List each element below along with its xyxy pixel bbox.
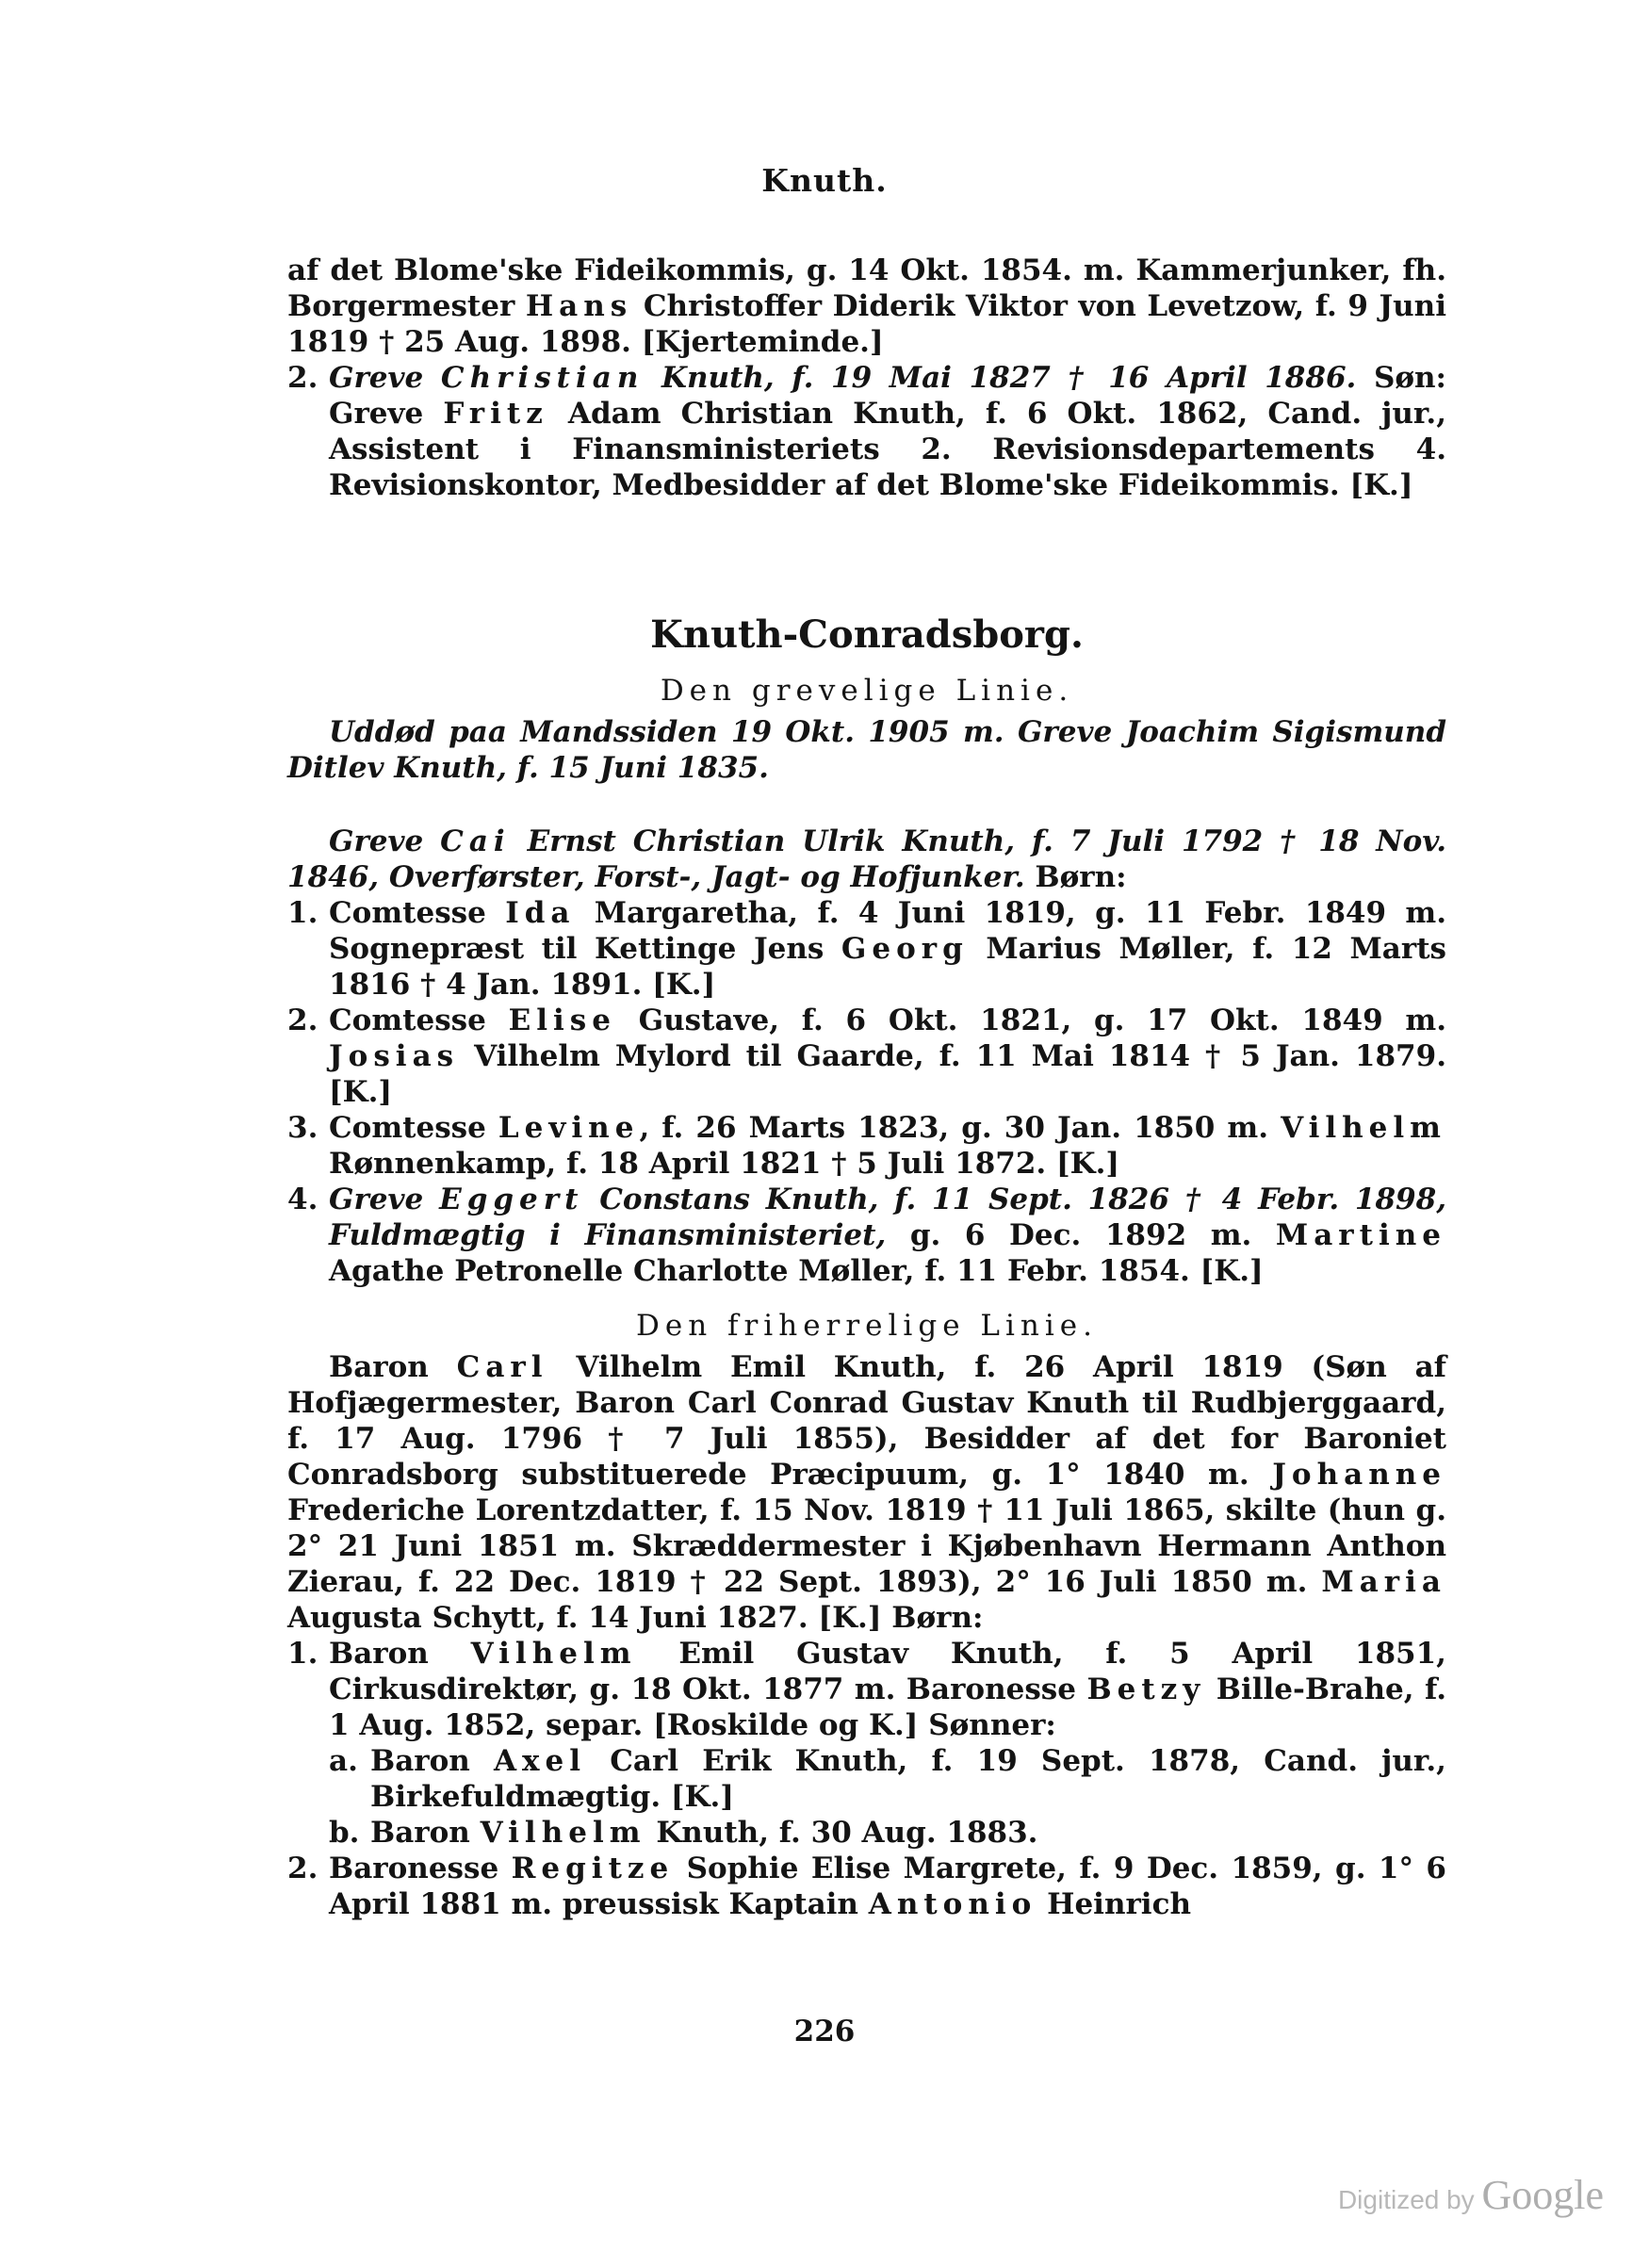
text-run: Frederiche Lorentzdatter, f. 15 Nov. 1819 † 11 Juli 1865, skilte (hun g. 2° 21 Juni 1851 m. Skræddermester i Kjøbenhavn Hermann Anthon Zierau, f. 22 Dec. 1819 † 22 Sept. 1893), 2° 16 Juli 1850 m.: [287, 1493, 1446, 1599]
text-run: Augusta Schytt, f. 14 Juni 1827. [K.] Børn:: [287, 1601, 984, 1635]
text-run: g. 6 Dec. 1892 m.: [886, 1218, 1276, 1252]
spaced-name: Fritz: [443, 397, 548, 431]
text-run: Baronesse: [329, 1852, 512, 1885]
text-run: Bille-Brahe, f. 1 Aug. 1852, separ. [Roskilde og K.] Sønner:: [329, 1672, 1447, 1742]
item-number: 1.: [287, 896, 318, 930]
text-run: Christoffer Diderik Viktor von Levetzow, f. 9 Juni 1819 † 25 Aug. 1898. [Kjerteminde.]: [287, 289, 1446, 359]
text-run: Marius Møller, f. 12 Marts 1816 † 4 Jan. 1891. [K.]: [329, 932, 1446, 1002]
item-number: 2.: [287, 1003, 318, 1037]
baron-child-item-1: [287, 1636, 1446, 1743]
text-run: Baron: [329, 1350, 457, 1384]
spaced-name: Axel: [494, 1744, 587, 1778]
text-run: Vilhelm Emil Knuth, f. 26 April 1819 (Søn af Hofjægermester, Baron Carl Conrad Gustav Knuth til Rudbjerggaard, f. 17 Aug. 1796 † 7 Juli 1855), Besidder af det for Baroniet Conradsborg substituerede Præcipuum, g. 1° 1840 m.: [287, 1350, 1446, 1492]
spaced-name: Vilhelm: [470, 1637, 637, 1671]
item-number: 3.: [287, 1111, 318, 1145]
item-number: 2.: [287, 1852, 318, 1885]
spacer: [287, 786, 1446, 824]
spaced-name: Carl: [456, 1350, 548, 1384]
baron-child-item-2: [287, 1851, 1446, 1922]
watermark-prefix: Digitized by: [1337, 2185, 1475, 2214]
entry-item-2: [287, 360, 1446, 503]
text-run: af det Blome'ske Fideikommis, g. 14 Okt. 1854. m. Kammerjunker, fh. Borgermester: [287, 253, 1446, 323]
item-number: 4.: [287, 1183, 318, 1216]
text-run: Margaretha, f. 4 Juni 1819, g. 11 Febr. 1849 m. Sognepræst til Kettinge Jens: [329, 896, 1446, 966]
subheading-friherrelige: Den friherrelige Linie.: [636, 1309, 1098, 1343]
cai-entry: [287, 824, 1446, 895]
text-run: Rønnenkamp, f. 18 April 1821 † 5 Juli 1872. [K.]: [329, 1147, 1120, 1181]
text-run: Comtesse: [329, 896, 506, 930]
child-item-3: [287, 1110, 1446, 1182]
continued-entries: [287, 253, 1446, 503]
spaced-name: Josias: [329, 1039, 460, 1073]
digitized-watermark: [1338, 2171, 1604, 2219]
child-item-4: [287, 1182, 1446, 1289]
text-run: Vilhelm Mylord til Gaarde, f. 11 Mai 1814 † 5 Jan. 1879. [K.]: [329, 1039, 1446, 1109]
spaced-name: Hans: [525, 289, 633, 323]
text-run: Børn:: [1024, 860, 1127, 894]
italic-run: Greve: [329, 824, 441, 858]
baron-carl-entry: [287, 1349, 1446, 1636]
spaced-name: Maria: [1321, 1565, 1446, 1599]
text-run: Agathe Petronelle Charlotte Møller, f. 11 Febr. 1854. [K.]: [329, 1254, 1264, 1288]
item-number: 2.: [287, 361, 318, 395]
spaced-name: Cai: [440, 824, 511, 858]
text-run: , f. 26 Marts 1823, g. 30 Jan. 1850 m.: [639, 1111, 1282, 1145]
spaced-name: Vilhelm: [1281, 1111, 1446, 1145]
entry-continuation: [287, 253, 1446, 360]
child-item-1: [287, 895, 1446, 1003]
spacer: [287, 1289, 1446, 1308]
spaced-name: Johanne: [1272, 1458, 1446, 1492]
spaced-name: Regitze: [511, 1852, 675, 1885]
italic-run: Knuth, f. 19 Mai 1827 † 16 April 1886.: [644, 361, 1357, 395]
item-number: 1.: [287, 1637, 318, 1671]
text-run: Comtesse: [329, 1003, 509, 1037]
running-head: Knuth.: [761, 162, 888, 199]
spaced-name: Elise: [508, 1003, 616, 1037]
spaced-name: Eggert: [439, 1183, 584, 1216]
item-letter: b.: [329, 1816, 360, 1850]
child-item-2: [287, 1003, 1446, 1110]
page-number: 226: [793, 2015, 856, 2048]
spaced-name: Antonio: [868, 1887, 1037, 1921]
text-run: Knuth, f. 30 Aug. 1883.: [645, 1816, 1038, 1850]
italic-run: Constans Knuth, f. 11 Sept. 1826 † 4 Febr. 1898, Fuldmægtig i Finansministeriet,: [329, 1183, 1446, 1252]
italic-run: Greve: [329, 1183, 440, 1216]
item-letter: a.: [329, 1744, 358, 1778]
spaced-name: Georg: [841, 932, 969, 966]
grandchild-item-b: [287, 1815, 1446, 1851]
italic-run: Ernst Christian Ulrik Knuth, f. 7 Juli 1792 † 18 Nov. 1846, Overførster, Forst-, Jagt- og Hofjunker.: [287, 824, 1447, 894]
extinct-note: Uddød paa Mandssiden 19 Okt. 1905 m. Greve Joachim Sigismund Ditlev Knuth, f. 15 Juni 1835.: [287, 715, 1446, 785]
text-run: Comtesse: [329, 1111, 498, 1145]
spaced-name: Martine: [1275, 1218, 1446, 1252]
spaced-name: Levine: [498, 1111, 640, 1145]
spaced-name: Betzy: [1086, 1672, 1206, 1706]
spaced-name: Vilhelm: [480, 1816, 646, 1850]
text-run: Emil Gustav Knuth, f. 5 April 1851, Cirkusdirektør, g. 18 Okt. 1877 m. Baronesse: [329, 1637, 1446, 1706]
watermark-brand: Google: [1481, 2172, 1604, 2218]
text-run: Heinrich: [1037, 1887, 1192, 1921]
text-run: Sophie Elise Margrete, f. 9 Dec. 1859, g. 1° 6 April 1881 m. preussisk Kaptain: [329, 1852, 1447, 1921]
subheading-grevelige: Den grevelige Linie.: [660, 674, 1074, 708]
text-run: Søn: Greve: [329, 361, 1446, 431]
text-run: Baron: [329, 1637, 471, 1671]
spaced-name: Ida: [505, 896, 576, 930]
text-run: Baron: [370, 1816, 481, 1850]
text-run: Gustave, f. 6 Okt. 1821, g. 17 Okt. 1849 m.: [615, 1003, 1446, 1037]
section-title: Knuth-Conradsborg.: [650, 612, 1084, 657]
text-run: Adam Christian Knuth, f. 6 Okt. 1862, Cand. jur., Assistent i Finansministeriets 2. Revisionsdepartements 4. Revisionskontor, Medbesidder af det Blome'ske Fideikommis. [K.]: [329, 397, 1446, 502]
italic-run: Greve: [329, 361, 441, 395]
knuth-conradsborg-section: [287, 612, 1446, 1922]
text-run: Baron: [370, 1744, 494, 1778]
text-run: Carl Erik Knuth, f. 19 Sept. 1878, Cand. jur., Birkefuldmægtig. [K.]: [370, 1744, 1446, 1814]
spaced-name: Christian: [440, 361, 645, 395]
grandchild-item-a: [287, 1743, 1446, 1815]
